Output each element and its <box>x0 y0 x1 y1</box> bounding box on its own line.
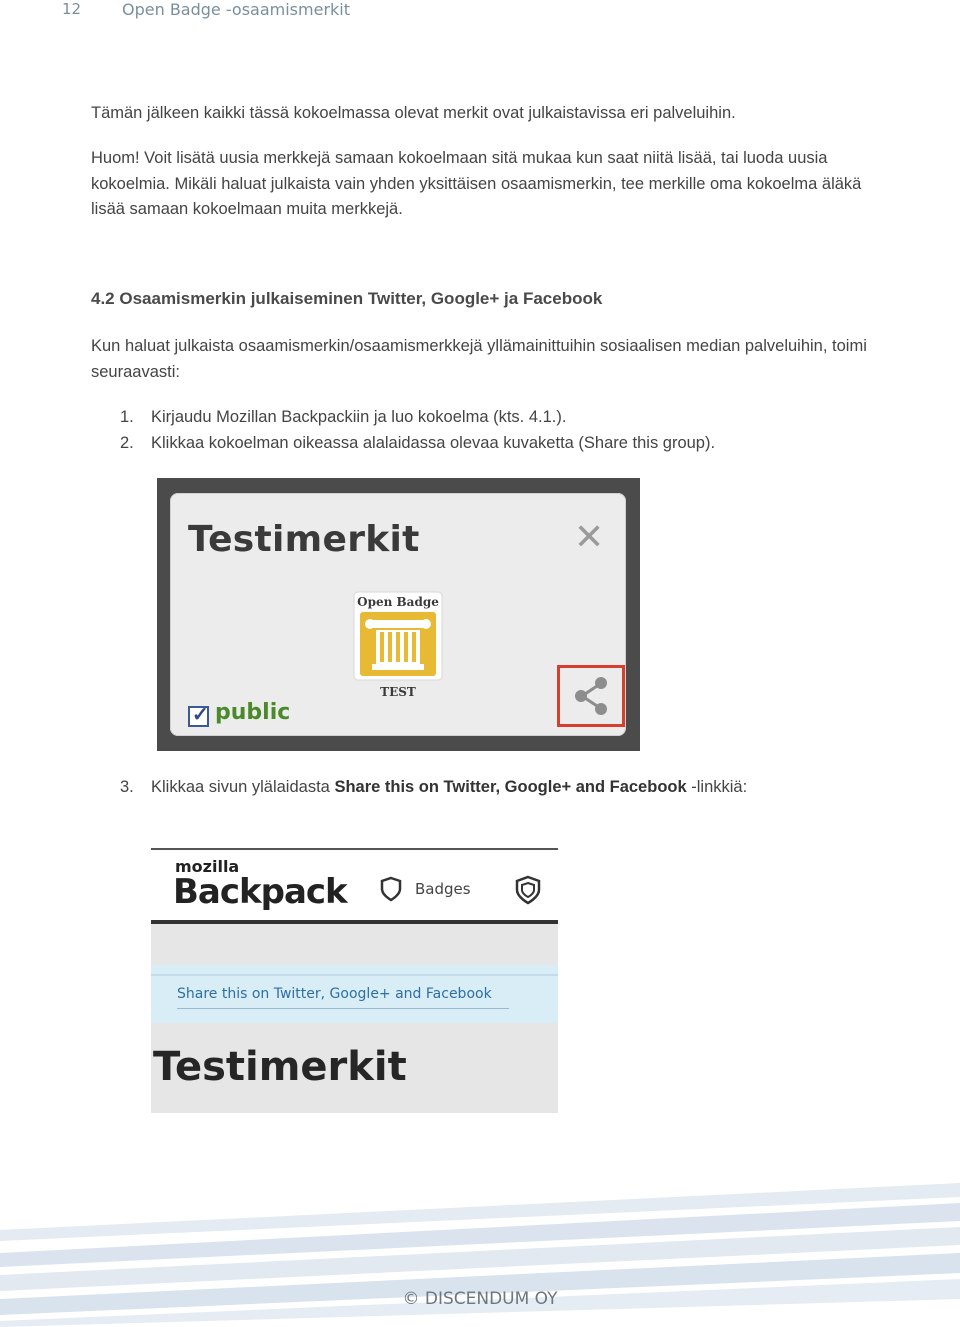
share-icon <box>560 668 622 724</box>
list-number: 3. <box>120 778 134 796</box>
list-number: 2. <box>120 434 134 452</box>
list-text: Klikkaa kokoelman oikeassa alalaidassa olevaa kuvaketta (Share this group). <box>151 434 716 452</box>
section-heading: 4.2 Osaamismerkin julkaiseminen Twitter, Google+ ja Facebook <box>91 289 603 308</box>
badge-top-label: Open Badge <box>357 595 439 609</box>
collection-card <box>170 493 626 736</box>
badges-shield-icon <box>379 876 403 902</box>
list-item <box>120 408 566 427</box>
collection-title: Testimerkit <box>188 519 420 560</box>
share-link-underline <box>177 1008 509 1009</box>
list-item <box>120 434 715 453</box>
paragraph-1: Tämän jälkeen kaikki tässä kokoelmassa olevat merkit ovat julkaistavissa eri palveluihin. <box>91 104 736 122</box>
brand-small: mozilla <box>175 857 240 876</box>
footer-copyright: © DISCENDUM OY <box>402 1289 558 1309</box>
badge-bottom-label: TEST <box>380 685 416 699</box>
list-text-bold: Share this on Twitter, Google+ and Facebook <box>334 778 687 796</box>
share-link[interactable]: Share this on Twitter, Google+ and Facebook <box>177 986 492 1002</box>
brand-logo: Backpack <box>173 872 347 912</box>
close-icon[interactable]: ✕ <box>574 517 605 558</box>
paragraph-2: Huom! Voit lisätä uusia merkkejä samaan kokoelmaan sitä mukaa kun saat niitä lisää, tai luoda uusia kokoelmia. Mikäli haluat julkaista vain yhden yksittäisen osaamismerkin, tee merkille oma kokoelma äläkä lisää samaan kokoelmaan muita merkkejä. <box>91 149 862 218</box>
paragraph-3: Kun haluat julkaista osaamismerkin/osaamismerkkejä yllämainittuihin sosiaalisen median palveluihin, toimi seuraavasti: <box>91 337 867 381</box>
list-text-suffix: -linkkiä: <box>686 778 748 796</box>
share-bar-border <box>151 974 558 976</box>
checkmark-icon: ✓ <box>192 704 209 726</box>
list-number: 1. <box>120 408 134 426</box>
list-text-prefix: Klikkaa sivun ylälaidasta <box>151 778 335 796</box>
open-badge-image <box>350 588 446 704</box>
list-text: Kirjaudu Mozillan Backpackiin ja luo kokoelma (kts. 4.1.). <box>151 408 567 426</box>
share-group-button[interactable] <box>557 665 625 727</box>
public-label: public <box>215 700 291 725</box>
nav-badges[interactable]: Badges <box>415 880 471 898</box>
backpack-screenshot <box>151 848 558 1113</box>
page-number: 12 <box>62 0 82 18</box>
backpack-navbar <box>151 848 558 922</box>
list-item <box>120 778 747 797</box>
collections-shield-icon[interactable] <box>513 875 543 905</box>
header-title: Open Badge -osaamismerkit <box>122 0 351 19</box>
collection-screenshot <box>157 478 640 751</box>
public-checkbox[interactable] <box>188 706 209 727</box>
collection-title: Testimerkit <box>153 1044 407 1090</box>
